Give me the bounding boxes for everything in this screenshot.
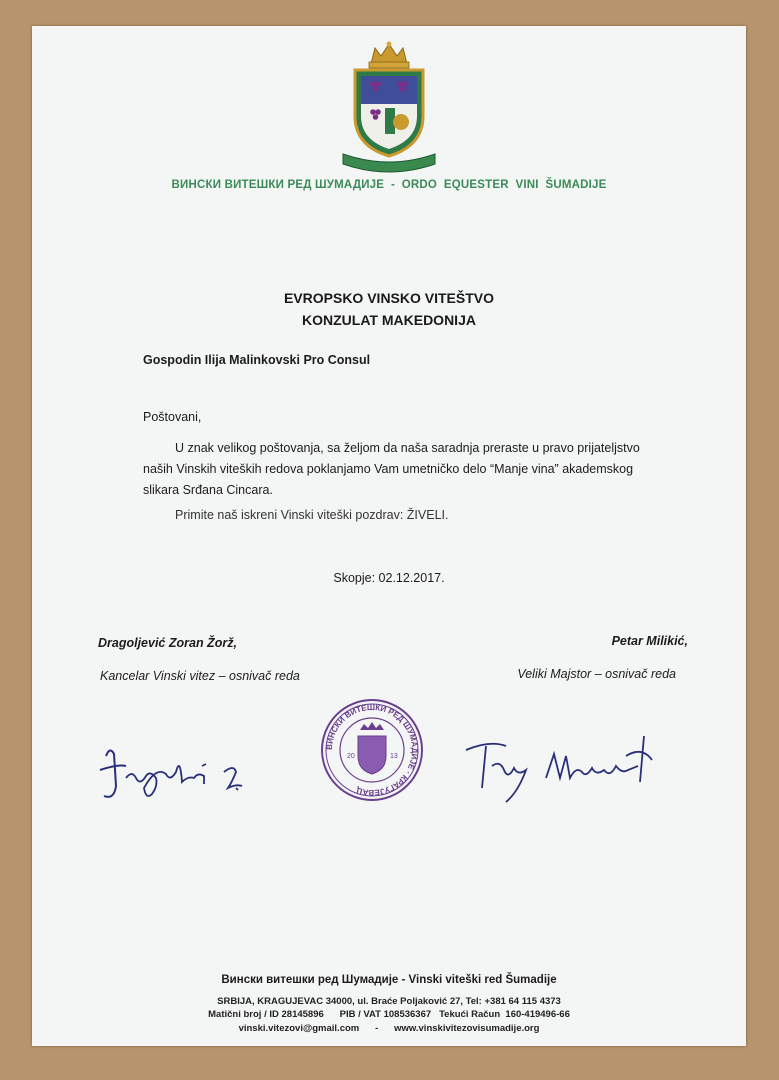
stamp-year-right: 13 [390, 753, 398, 760]
stamp-year-left: 20 [347, 753, 355, 760]
right-signatory-title: Veliki Majstor – osnivač reda [517, 667, 676, 681]
left-signatory-title: Kancelar Vinski vitez – osnivač reda [100, 669, 300, 683]
closing-greeting-text: Primite naš iskreni Vinski viteški pozdrav: ŽIVELI. [175, 508, 449, 522]
footer-contact: vinski.vitezovi@gmail.com - www.vinskivitezovisumadije.org [238, 1023, 540, 1034]
footer-organization-name: Вински витешки ред Шумадије - Vinski viteški red Šumadije [221, 974, 557, 986]
organization-name-line: ВИНСКИ ВИТЕШКИ РЕД ШУМАДИЈЕ - ORDO EQUESTER VINI ŠUMADIJE [171, 179, 607, 191]
closing-greeting [175, 508, 448, 522]
stamp-ring-text: ВИНСКИ ВИТЕШКИ РЕД ШУМАДИЈЕ · КРАГУЈЕВАЦ [324, 702, 420, 798]
letter-body-text: U znak velikog poštovanja, sa željom da naša saradnja preraste u pravo prijateljstvo naših Vinskih viteških redova poklanjamo Vam umetničko delo “Manje vina” akademskog slikara Srđana Cincara. [143, 441, 640, 497]
right-signatory-name: Petar Milikić, [611, 634, 688, 648]
document-title-line-2: KONZULAT MAKEDONIJA [302, 312, 476, 328]
left-handwritten-signature [96, 726, 266, 806]
letter-body [143, 438, 663, 501]
right-handwritten-signature [456, 726, 676, 806]
official-seal-stamp [320, 698, 424, 802]
addressee: Gospodin Ilija Malinkovski Pro Consul [143, 353, 371, 367]
left-signatory-name: Dragoljević Zoran Žorž, [98, 636, 237, 650]
order-crest-logo [337, 38, 441, 178]
document-title-line-1: EVROPSKO VINSKO VITEŠTVO [283, 290, 495, 306]
footer-registration: Matični broj / ID 28145896 PIB / VAT 108536367 Tekući Račun 160-419496-66 [208, 1009, 570, 1020]
letter-page [32, 26, 746, 1046]
place-and-date: Skopje: 02.12.2017. [333, 571, 445, 585]
footer-address: SRBIJA, KRAGUJEVAC 34000, ul. Braće Poljaković 27, Tel: +381 64 115 4373 [217, 996, 561, 1007]
salutation: Poštovani, [143, 410, 202, 424]
